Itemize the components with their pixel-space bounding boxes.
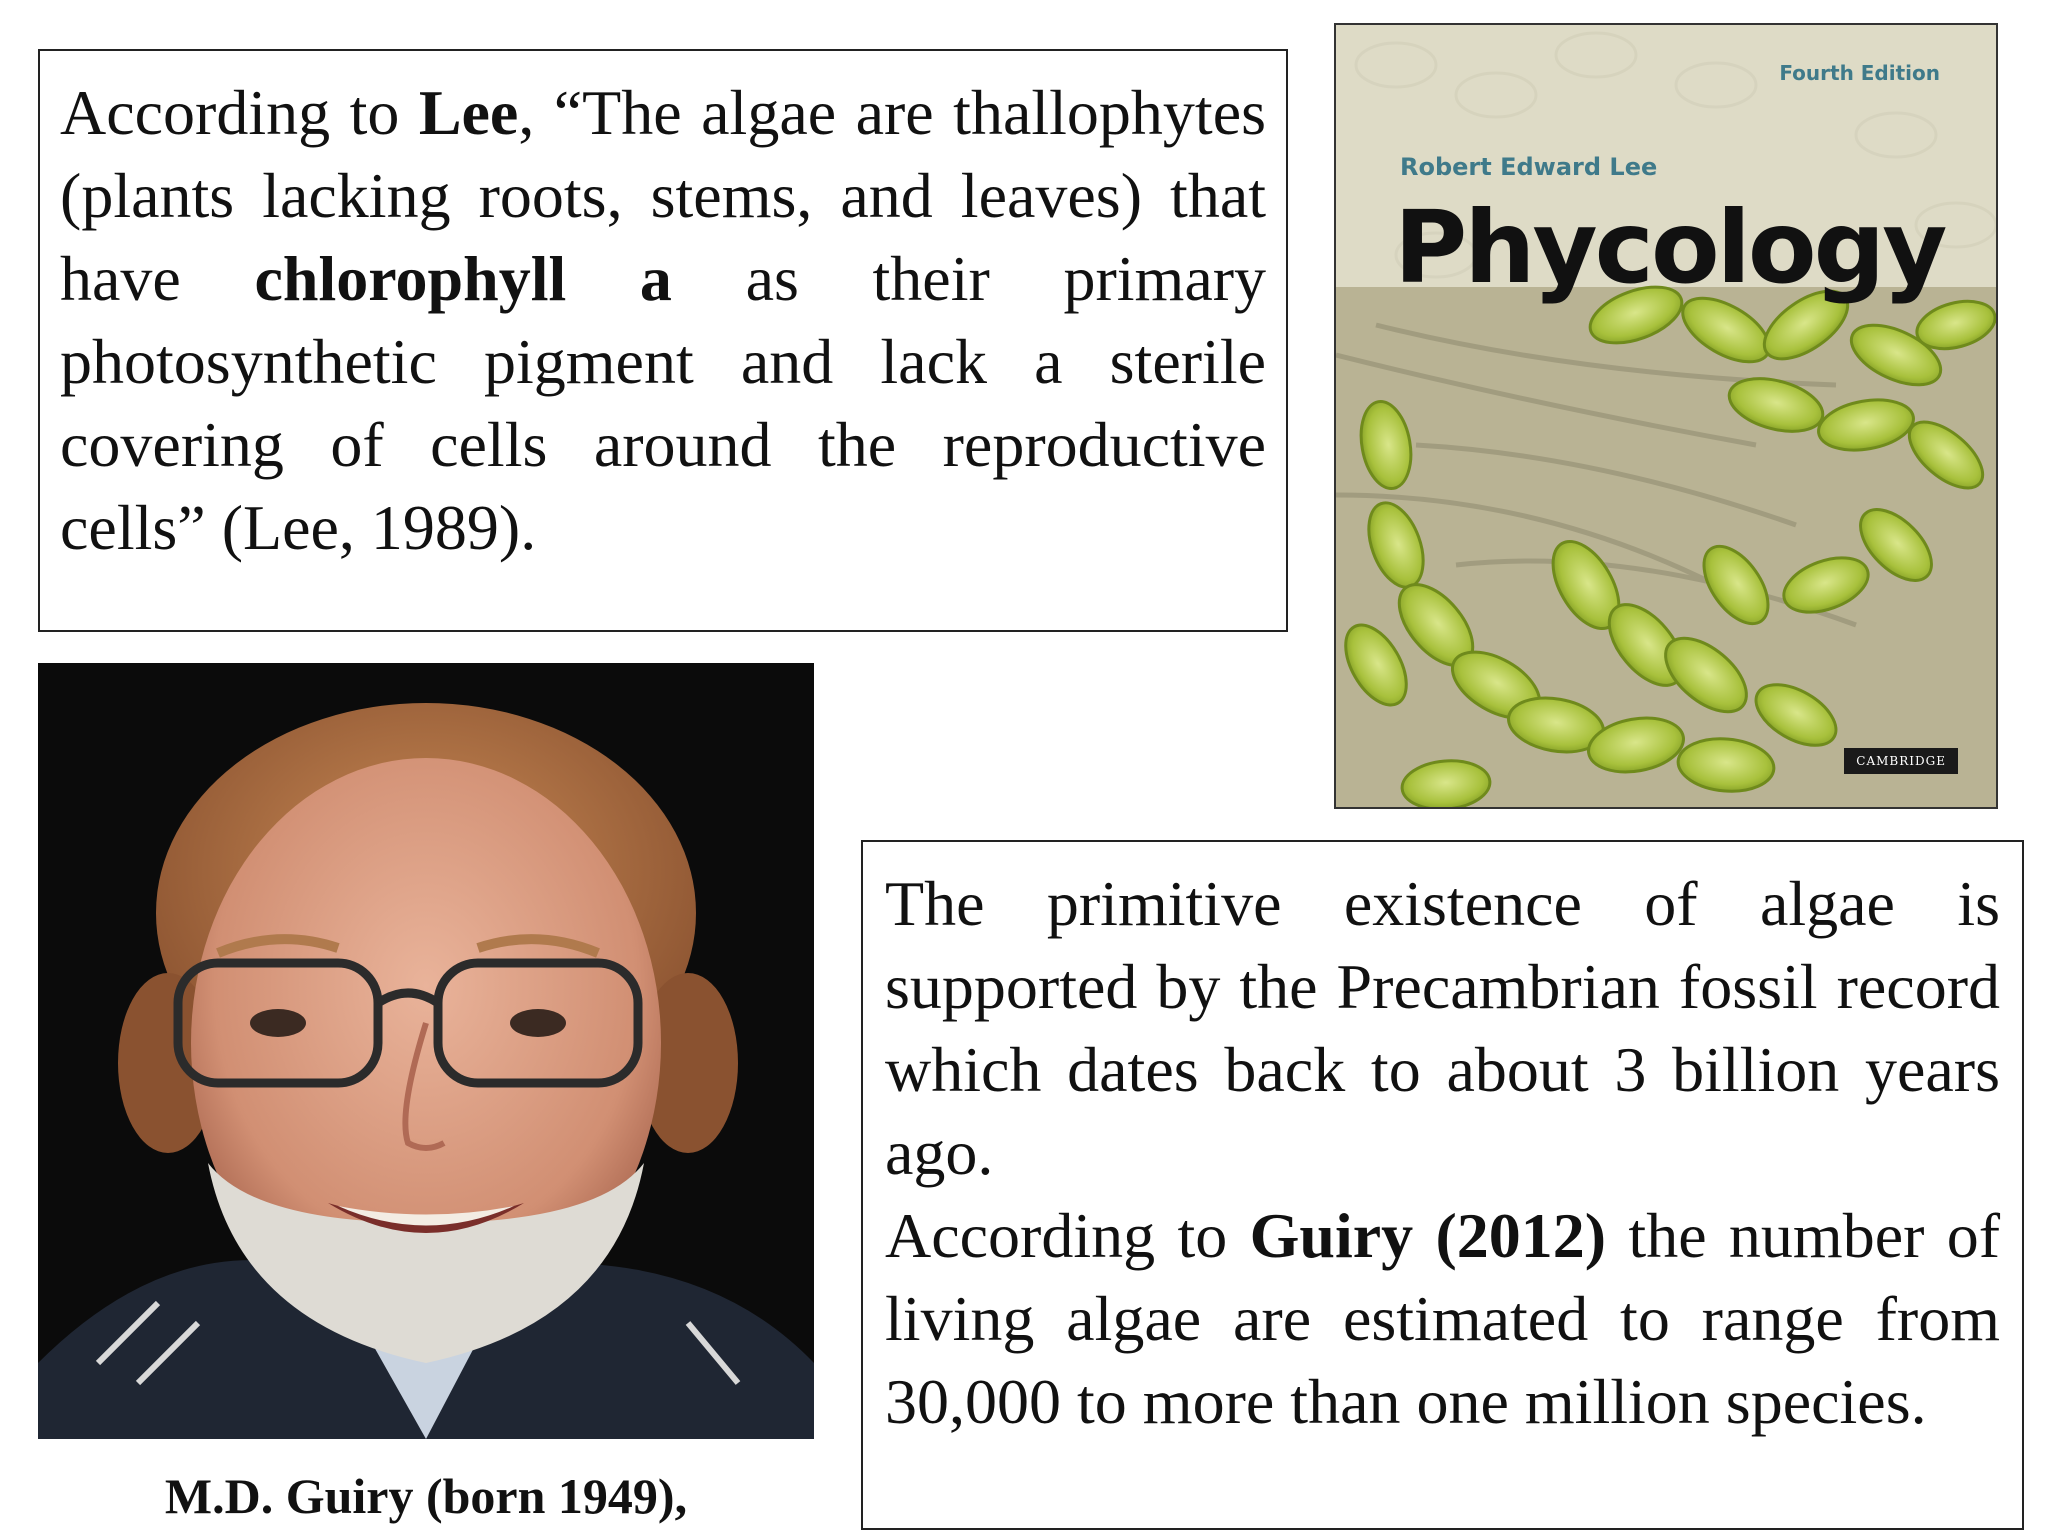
phycology-book-cover <box>1334 23 1998 809</box>
algae-micrograph-illustration <box>1336 25 1996 807</box>
species-estimate-text: the number of living algae are estimated to range from 30,000 to more than one million species. <box>885 1200 2001 1437</box>
guiry-text-box <box>861 840 2024 1530</box>
species-count-paragraph <box>885 1194 2000 1443</box>
publisher-badge: CAMBRIDGE <box>1844 748 1958 774</box>
portrait-illustration <box>38 663 814 1439</box>
guiry-portrait-photo <box>38 663 814 1439</box>
lee-intro: According to <box>60 77 400 148</box>
lee-name: Lee <box>418 77 519 148</box>
lee-comma: , <box>518 77 535 148</box>
lee-quote-part1: “The algae are thallophytes (plants lacking roots, stems, and leaves) that have <box>60 77 1266 314</box>
lee-quote-paragraph <box>60 71 1266 569</box>
lee-quote-part2: as their primary photosynthetic pigment and lack a sterile covering of cells around the reproductive cells” (Lee, 1989). <box>60 243 1267 563</box>
guiry-citation: Guiry (2012) <box>1249 1200 1607 1271</box>
guiry-intro: According to <box>885 1200 1228 1271</box>
chlorophyll-term: chlorophyll a <box>254 243 672 314</box>
book-title: Phycology <box>1394 189 1945 306</box>
book-edition: Fourth Edition <box>1779 61 1940 85</box>
book-author: Robert Edward Lee <box>1400 153 1658 181</box>
portrait-caption: M.D. Guiry (born 1949), <box>164 1468 688 1524</box>
lee-quote-box <box>38 49 1288 632</box>
precambrian-paragraph: The primitive existence of algae is supported by the Precambrian fossil record which dates back to about 3 billion years ago. <box>885 868 2000 1188</box>
